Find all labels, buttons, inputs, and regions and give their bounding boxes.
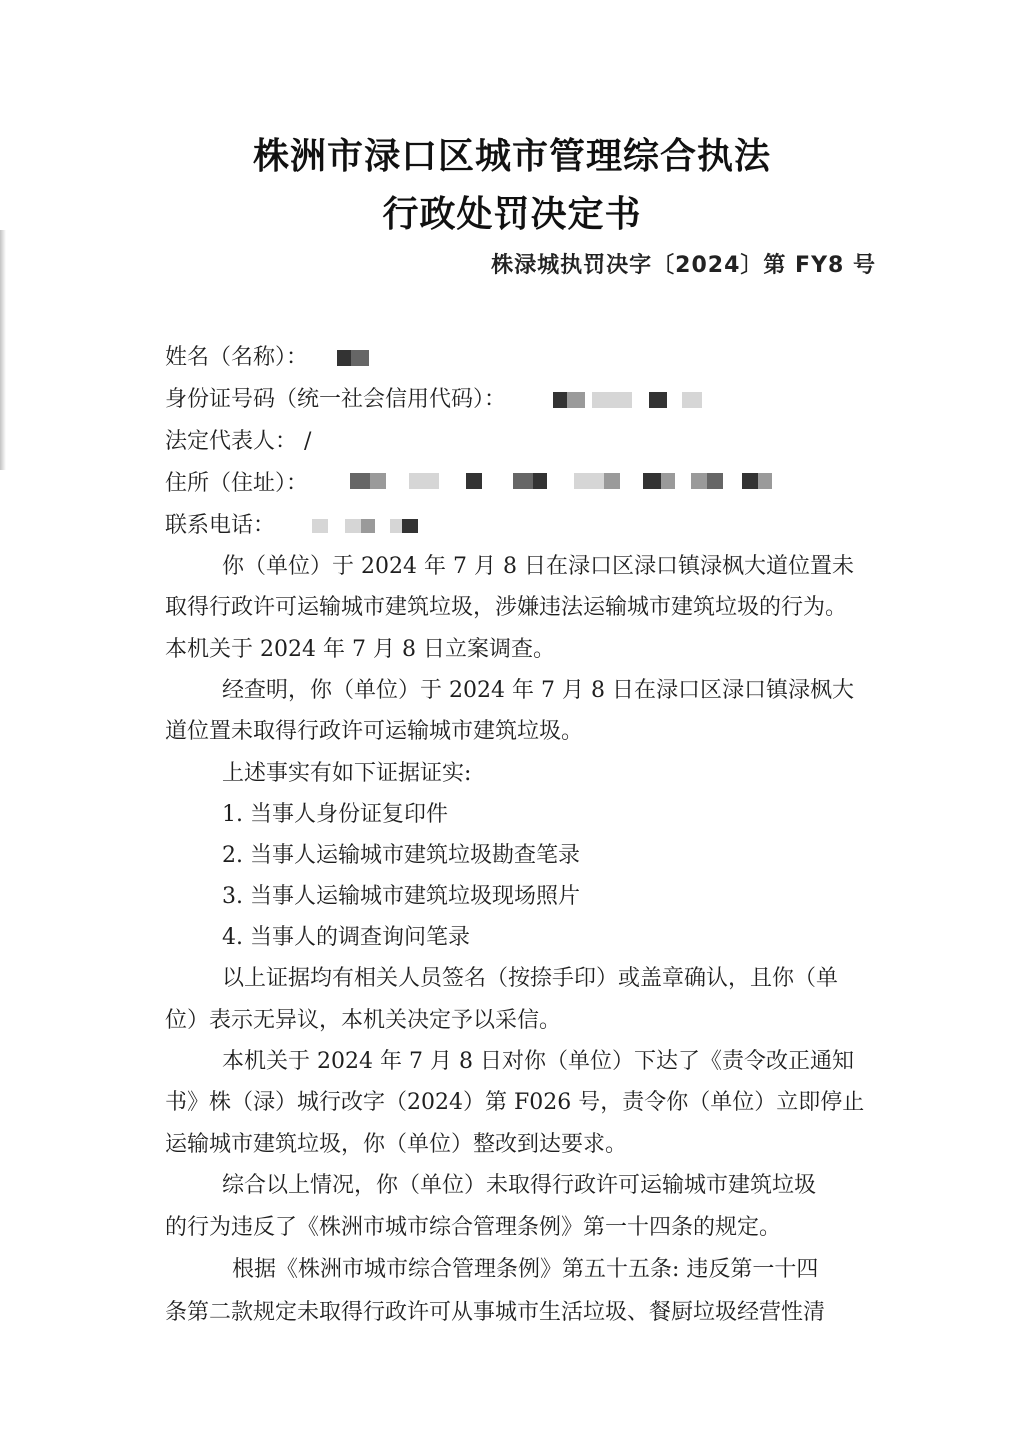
party-name-label: 姓名（名称）：	[165, 345, 309, 370]
document-title-line1: 株洲市渌口区城市管理综合执法	[252, 136, 771, 177]
legal-rep-value: /	[304, 429, 312, 454]
party-id-label: 身份证号码（统一社会信用代码）：	[165, 387, 507, 412]
body-line: 以上证据均有相关人员签名（按捺手印）或盖章确认，且你（单	[222, 966, 839, 991]
document-number: 株渌城执罚决字〔2024〕第 FY8 号	[491, 253, 876, 278]
phone-row	[165, 508, 418, 539]
document-title-line2: 行政处罚决定书	[382, 194, 642, 235]
body-line: 根据《株洲市城市综合管理条例》第五十五条: 违反第一十四	[232, 1257, 819, 1282]
evidence-item: 1. 当事人身份证复印件	[222, 802, 448, 827]
party-name-row	[165, 340, 369, 371]
body-line: 位）表示无异议，本机关决定予以采信。	[165, 1008, 562, 1033]
body-line: 道位置未取得行政许可运输城市建筑垃圾。	[165, 719, 584, 744]
body-line: 综合以上情况，你（单位）未取得行政许可运输城市建筑垃圾	[222, 1173, 817, 1198]
body-line: 上述事实有如下证据证实:	[222, 761, 472, 786]
address-row	[165, 466, 308, 497]
body-line: 本机关于 2024 年 7 月 8 日对你（单位）下达了《责令改正通知	[222, 1049, 854, 1074]
legal-rep-label: 法定代表人：	[165, 429, 298, 454]
body-line: 条第二款规定未取得行政许可从事城市生活垃圾、餐厨垃圾经营性清	[165, 1300, 826, 1325]
body-line: 经查明，你（单位）于 2024 年 7 月 8 日在渌口区渌口镇渌枫大	[222, 678, 854, 703]
body-line: 运输城市建筑垃圾，你（单位）整改到达要求。	[165, 1132, 628, 1157]
body-line: 你（单位）于 2024 年 7 月 8 日在渌口区渌口镇渌枫大道位置未	[222, 554, 854, 579]
body-line: 的行为违反了《株洲市城市综合管理条例》第一十四条的规定。	[165, 1215, 782, 1240]
redacted-id-number	[553, 387, 702, 412]
body-line: 本机关于 2024 年 7 月 8 日立案调查。	[165, 637, 555, 662]
address-label: 住所（住址）：	[165, 471, 309, 496]
evidence-item: 3. 当事人运输城市建筑垃圾现场照片	[222, 884, 580, 909]
evidence-item: 2. 当事人运输城市建筑垃圾勘查笔录	[222, 843, 580, 868]
body-line: 取得行政许可运输城市建筑垃圾，涉嫌违法运输城市建筑垃圾的行为。	[165, 595, 848, 620]
legal-rep-row	[165, 424, 311, 455]
body-line: 书》株（渌）城行改字（2024）第 F026 号，责令你（单位）立即停止	[165, 1090, 865, 1115]
party-id-row	[165, 382, 702, 413]
redacted-address	[350, 470, 830, 504]
scan-edge-shadow	[0, 230, 6, 470]
phone-label: 联系电话：	[165, 513, 276, 538]
redacted-phone	[312, 513, 418, 538]
evidence-item: 4. 当事人的调查询问笔录	[222, 925, 470, 950]
redacted-name	[337, 345, 369, 370]
